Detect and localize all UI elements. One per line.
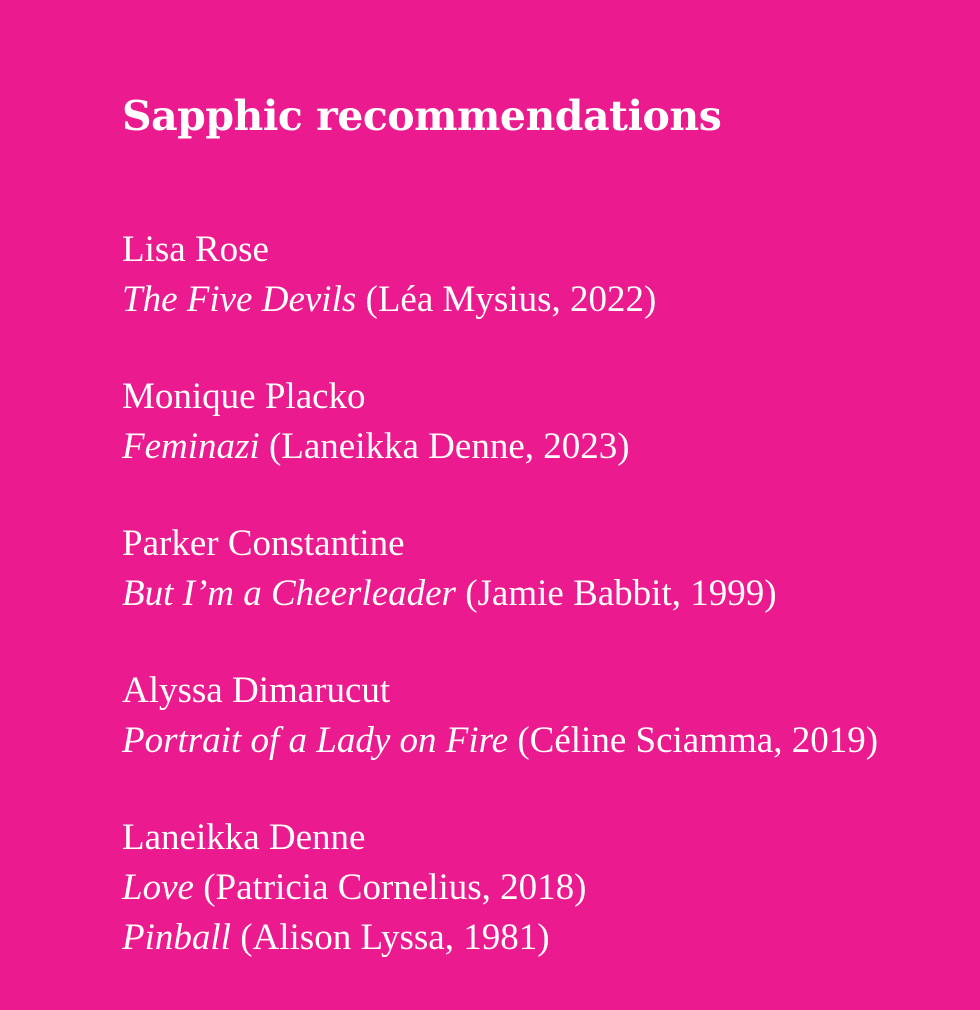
film-credit: (Jamie Babbit, 1999) — [465, 573, 777, 614]
recommender-name: Laneikka Denne — [122, 817, 366, 858]
recommender-name: Monique Placko — [122, 376, 366, 417]
recommendations-card — [122, 84, 962, 1010]
recommendation-entry — [122, 519, 962, 619]
film-line — [122, 716, 962, 766]
recommendation-entry — [122, 225, 962, 325]
film-title: Pinball — [122, 917, 231, 958]
recommendation-entry — [122, 666, 962, 766]
film-credit: (Patricia Cornelius, 2018) — [203, 867, 587, 908]
film-title: Feminazi — [122, 426, 260, 467]
recommendation-entry — [122, 813, 962, 963]
recommendation-list — [122, 225, 962, 963]
film-line — [122, 913, 962, 963]
film-line — [122, 275, 962, 325]
film-line — [122, 569, 962, 619]
recommender-name: Alyssa Dimarucut — [122, 670, 391, 711]
recommender-name: Parker Constantine — [122, 523, 405, 564]
page-title: Sapphic recommendations — [122, 92, 722, 140]
film-line — [122, 863, 962, 913]
film-title: But I’m a Cheerleader — [122, 573, 456, 614]
film-line — [122, 422, 962, 472]
recommender-name: Lisa Rose — [122, 229, 269, 270]
film-title: Love — [122, 867, 194, 908]
film-credit: (Laneikka Denne, 2023) — [268, 426, 630, 467]
film-title: The Five Devils — [122, 279, 357, 320]
film-credit: (Alison Lyssa, 1981) — [240, 917, 550, 958]
film-title: Portrait of a Lady on Fire — [122, 720, 509, 761]
film-credit: (Céline Sciamma, 2019) — [517, 720, 879, 761]
recommendation-entry — [122, 372, 962, 472]
film-credit: (Léa Mysius, 2022) — [365, 279, 657, 320]
